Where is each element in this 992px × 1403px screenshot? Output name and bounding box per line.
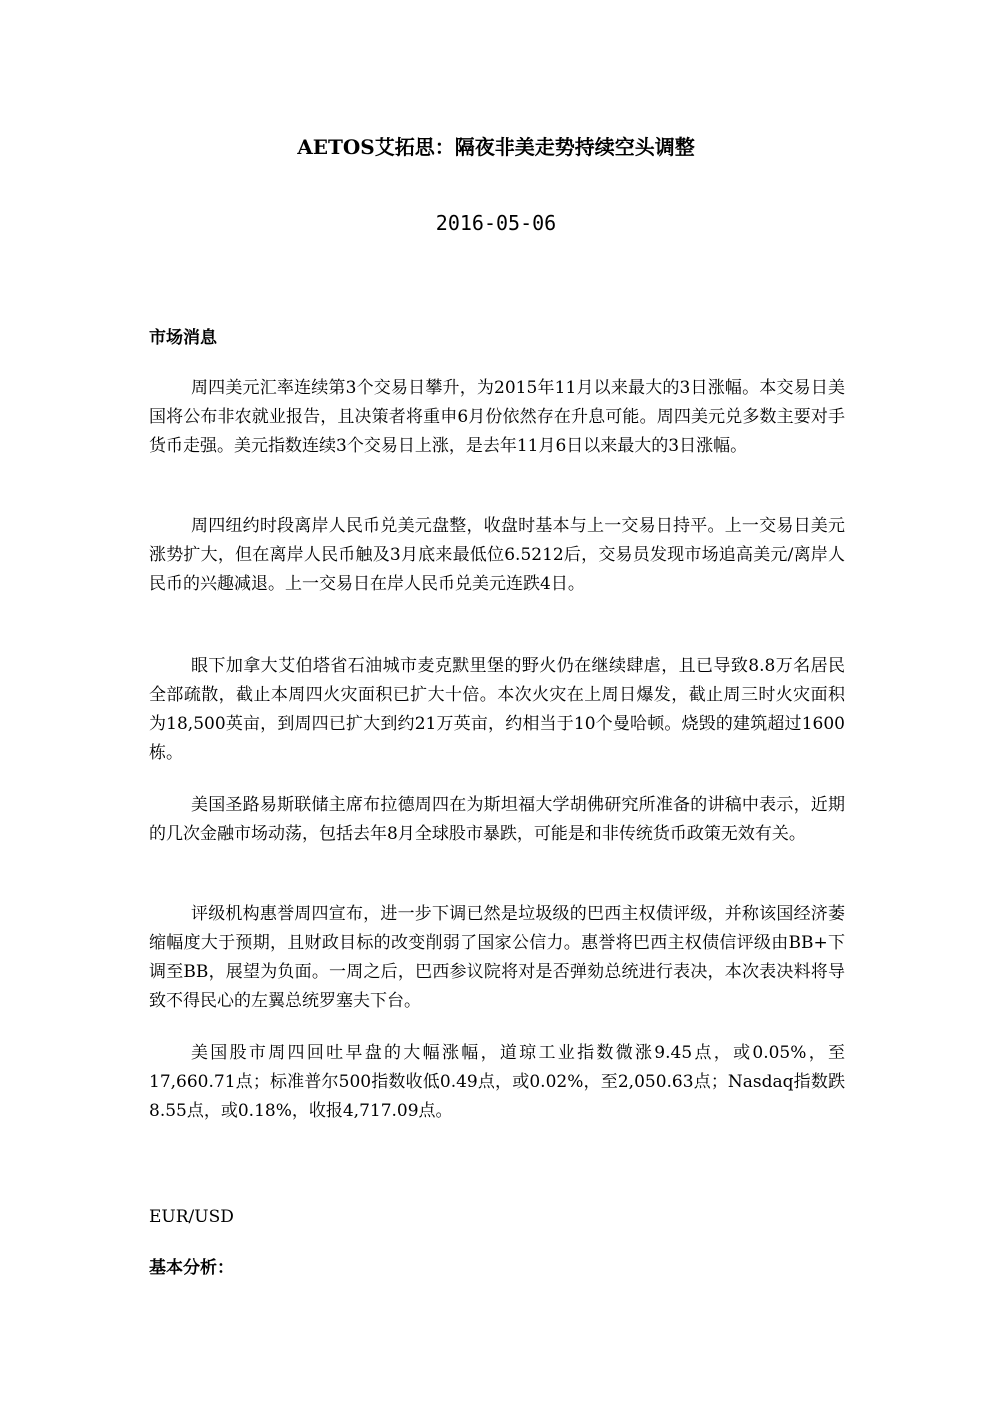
section-heading-fundamental-analysis: 基本分析：	[149, 1258, 234, 1278]
paragraph-alberta-wildfire	[149, 652, 845, 768]
paragraph-text: 评级机构惠誉周四宣布，进一步下调已然是垃圾级的巴西主权债评级，并称该国经济萎缩幅度大于预期，且财政目标的改变削弱了国家公信力。惠誉将巴西主权债信评级由BB+下调至BB，展望为负面。一周之后，巴西参议院将对是否弹劾总统进行表决，本次表决料将导致不得民心的左翼总统罗塞夫下台。	[149, 904, 845, 1011]
paragraph-us-stocks	[149, 1039, 845, 1126]
paragraph-text: 周四美元汇率连续第3个交易日攀升，为2015年11月以来最大的3日涨幅。本交易日美国将公布非农就业报告，且决策者将重申6月份依然存在升息可能。周四美元兑多数主要对手货币走强。美元指数连续3个交易日上涨，是去年11月6日以来最大的3日涨幅。	[149, 378, 845, 456]
currency-pair-label: EUR/USD	[149, 1207, 234, 1227]
paragraph-offshore-yuan	[149, 512, 845, 599]
paragraph-text: 美国圣路易斯联储主席布拉德周四在为斯坦福大学胡佛研究所准备的讲稿中表示，近期的几次金融市场动荡，包括去年8月全球股市暴跌，可能是和非传统货币政策无效有关。	[149, 795, 845, 844]
paragraph-usd-rally	[149, 374, 845, 461]
paragraph-text: 周四纽约时段离岸人民币兑美元盘整，收盘时基本与上一交易日持平。上一交易日美元涨势扩大，但在离岸人民币触及3月底来最低位6.5212后，交易员发现市场追高美元/离岸人民币的兴趣减退。上一交易日在岸人民币兑美元连跌4日。	[149, 516, 845, 594]
paragraph-fitch-brazil	[149, 900, 845, 1016]
section-heading-market-news: 市场消息	[149, 328, 217, 348]
paragraph-text: 眼下加拿大艾伯塔省石油城市麦克默里堡的野火仍在继续肆虐，且已导致8.8万名居民全部疏散，截止本周四火灾面积已扩大十倍。本次火灾在上周日爆发，截止周三时火灾面积为18,500英亩，到周四已扩大到约21万英亩，约相当于10个曼哈顿。烧毁的建筑超过1600栋。	[149, 656, 845, 763]
paragraph-text: 美国股市周四回吐早盘的大幅涨幅，道琼工业指数微涨9.45点，或0.05%，至17,660.71点；标准普尔500指数收低0.49点，或0.02%，至2,050.63点；Nasdaq指数跌8.55点，或0.18%，收报4,717.09点。	[149, 1043, 845, 1121]
document-title: AETOS艾拓思：隔夜非美走势持续空头调整	[297, 135, 695, 159]
paragraph-bullard-speech	[149, 791, 845, 849]
document-date: 2016-05-06	[435, 211, 557, 235]
